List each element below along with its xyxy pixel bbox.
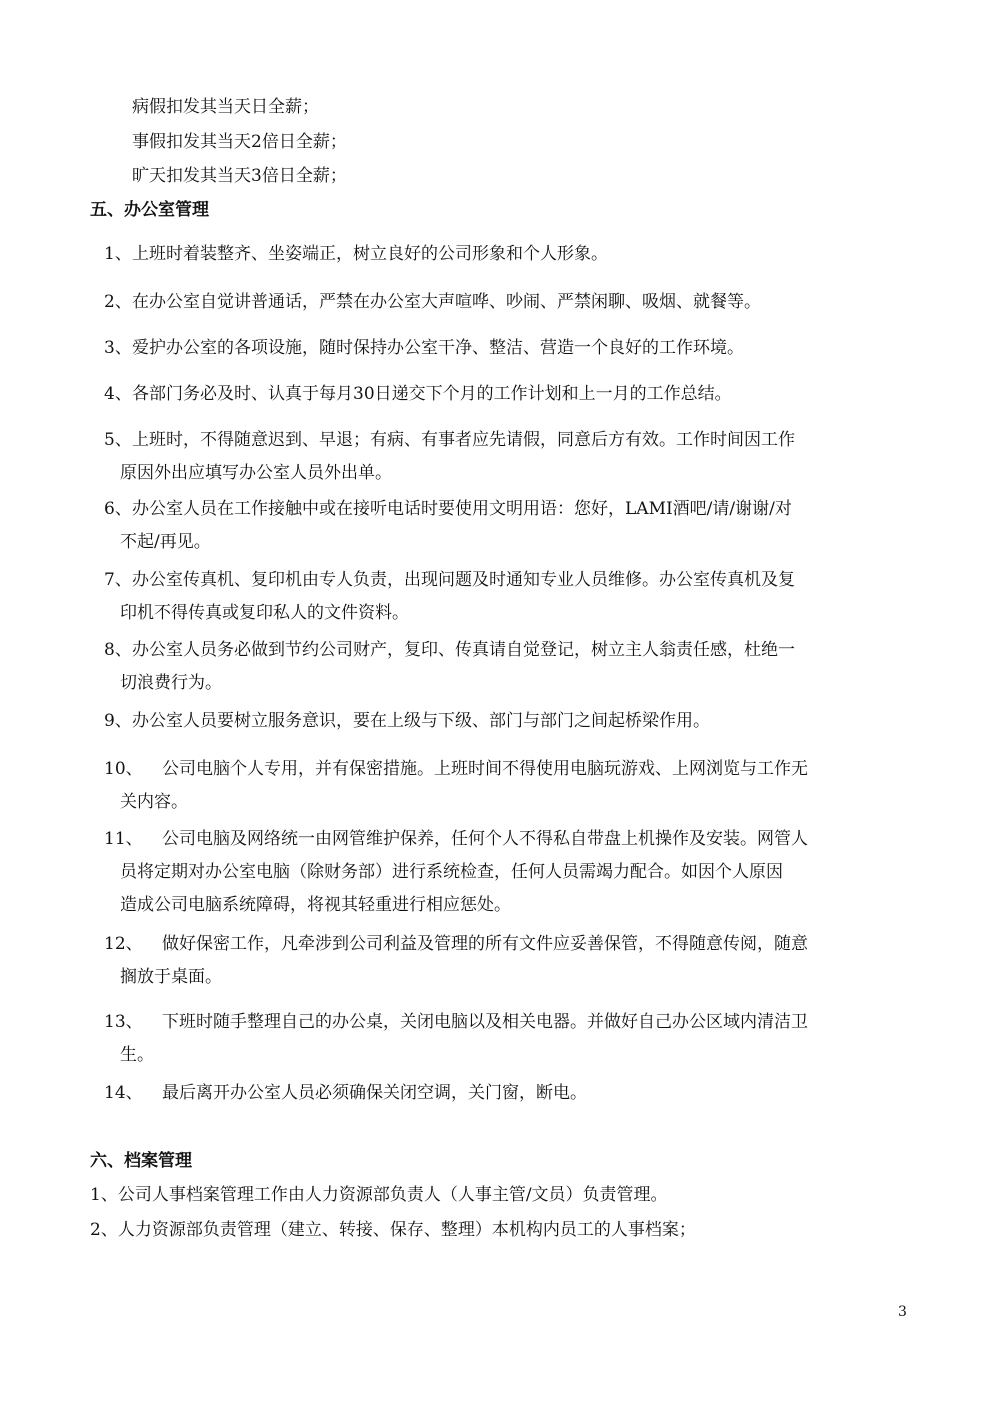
item-line: 不起/再见。: [120, 532, 211, 552]
item-number: 12、: [104, 934, 143, 954]
item-line: 最后离开办公室人员必须确保关闭空调，关门窗，断电。: [162, 1083, 587, 1103]
item-line: 爱护办公室的各项设施，随时保持办公室干净、整洁、营造一个良好的工作环境。: [132, 338, 744, 358]
item-line: 原因外出应填写办公室人员外出单。: [120, 463, 392, 483]
item-number: 4、: [104, 384, 132, 404]
item-line: 上班时着装整齐、坐姿端正，树立良好的公司形象和个人形象。: [132, 244, 608, 264]
item-line: 公司电脑及网络统一由网管维护保养，任何个人不得私自带盘上机操作及安装。网管人: [162, 829, 808, 849]
item-number: 9、: [104, 711, 132, 731]
item-number: 8、: [104, 640, 132, 660]
item-line: 员将定期对办公室电脑（除财务部）进行系统检查，任何人员需竭力配合。如因个人原因: [120, 862, 783, 882]
archive-rule-2: 2、人力资源部负责管理（建立、转接、保存、整理）本机构内员工的人事档案；: [90, 1220, 696, 1240]
item-line: 造成公司电脑系统障碍，将视其轻重进行相应惩处。: [120, 895, 511, 915]
item-number: 6、: [104, 499, 132, 519]
page-number: 3: [898, 1304, 907, 1320]
item-number: 11、: [104, 829, 143, 849]
item-line: 生。: [120, 1045, 154, 1065]
item-number: 3、: [104, 338, 132, 358]
item-line: 办公室人员要树立服务意识，要在上级与下级、部门与部门之间起桥梁作用。: [132, 711, 710, 731]
item-line: 搁放于桌面。: [120, 967, 222, 987]
item-line: 办公室人员在工作接触中或在接听电话时要使用文明用语：您好，LAMI酒吧/请/谢谢/对: [132, 499, 792, 519]
absence-line: 旷天扣发其当天3倍日全薪；: [132, 166, 347, 186]
section-6-heading: 六、档案管理: [90, 1151, 192, 1171]
item-line: 下班时随手整理自己的办公桌，关闭电脑以及相关电器。并做好自己办公区域内清洁卫: [162, 1012, 808, 1032]
item-line: 办公室人员务必做到节约公司财产，复印、传真请自觉登记，树立主人翁责任感，杜绝一: [132, 640, 795, 660]
item-number: 7、: [104, 570, 132, 590]
personal-leave-line: 事假扣发其当天2倍日全薪；: [132, 132, 347, 152]
item-line: 做好保密工作，凡牵涉到公司利益及管理的所有文件应妥善保管，不得随意传阅，随意: [162, 934, 808, 954]
item-line: 各部门务必及时、认真于每月30日递交下个月的工作计划和上一月的工作总结。: [132, 384, 732, 404]
archive-rule-1: 1、公司人事档案管理工作由人力资源部负责人（人事主管/文员）负责管理。: [90, 1185, 668, 1205]
item-number: 5、: [104, 430, 132, 450]
item-number: 14、: [104, 1083, 143, 1103]
item-line: 切浪费行为。: [120, 673, 222, 693]
item-line: 关内容。: [120, 792, 188, 812]
item-number: 2、: [104, 292, 132, 312]
item-line: 公司电脑个人专用，并有保密措施。上班时间不得使用电脑玩游戏、上网浏览与工作无: [162, 759, 808, 779]
item-number: 13、: [104, 1012, 143, 1032]
item-line: 印机不得传真或复印私人的文件资料。: [120, 603, 409, 623]
item-line: 在办公室自觉讲普通话，严禁在办公室大声喧哗、吵闹、严禁闲聊、吸烟、就餐等。: [132, 292, 761, 312]
item-number: 1、: [104, 244, 132, 264]
item-line: 办公室传真机、复印机由专人负责，出现问题及时通知专业人员维修。办公室传真机及复: [132, 570, 795, 590]
sick-leave-line: 病假扣发其当天日全薪；: [132, 97, 319, 117]
item-number: 10、: [104, 759, 143, 779]
item-line: 上班时，不得随意迟到、早退；有病、有事者应先请假，同意后方有效。工作时间因工作: [132, 430, 795, 450]
section-5-heading: 五、办公室管理: [90, 200, 209, 220]
